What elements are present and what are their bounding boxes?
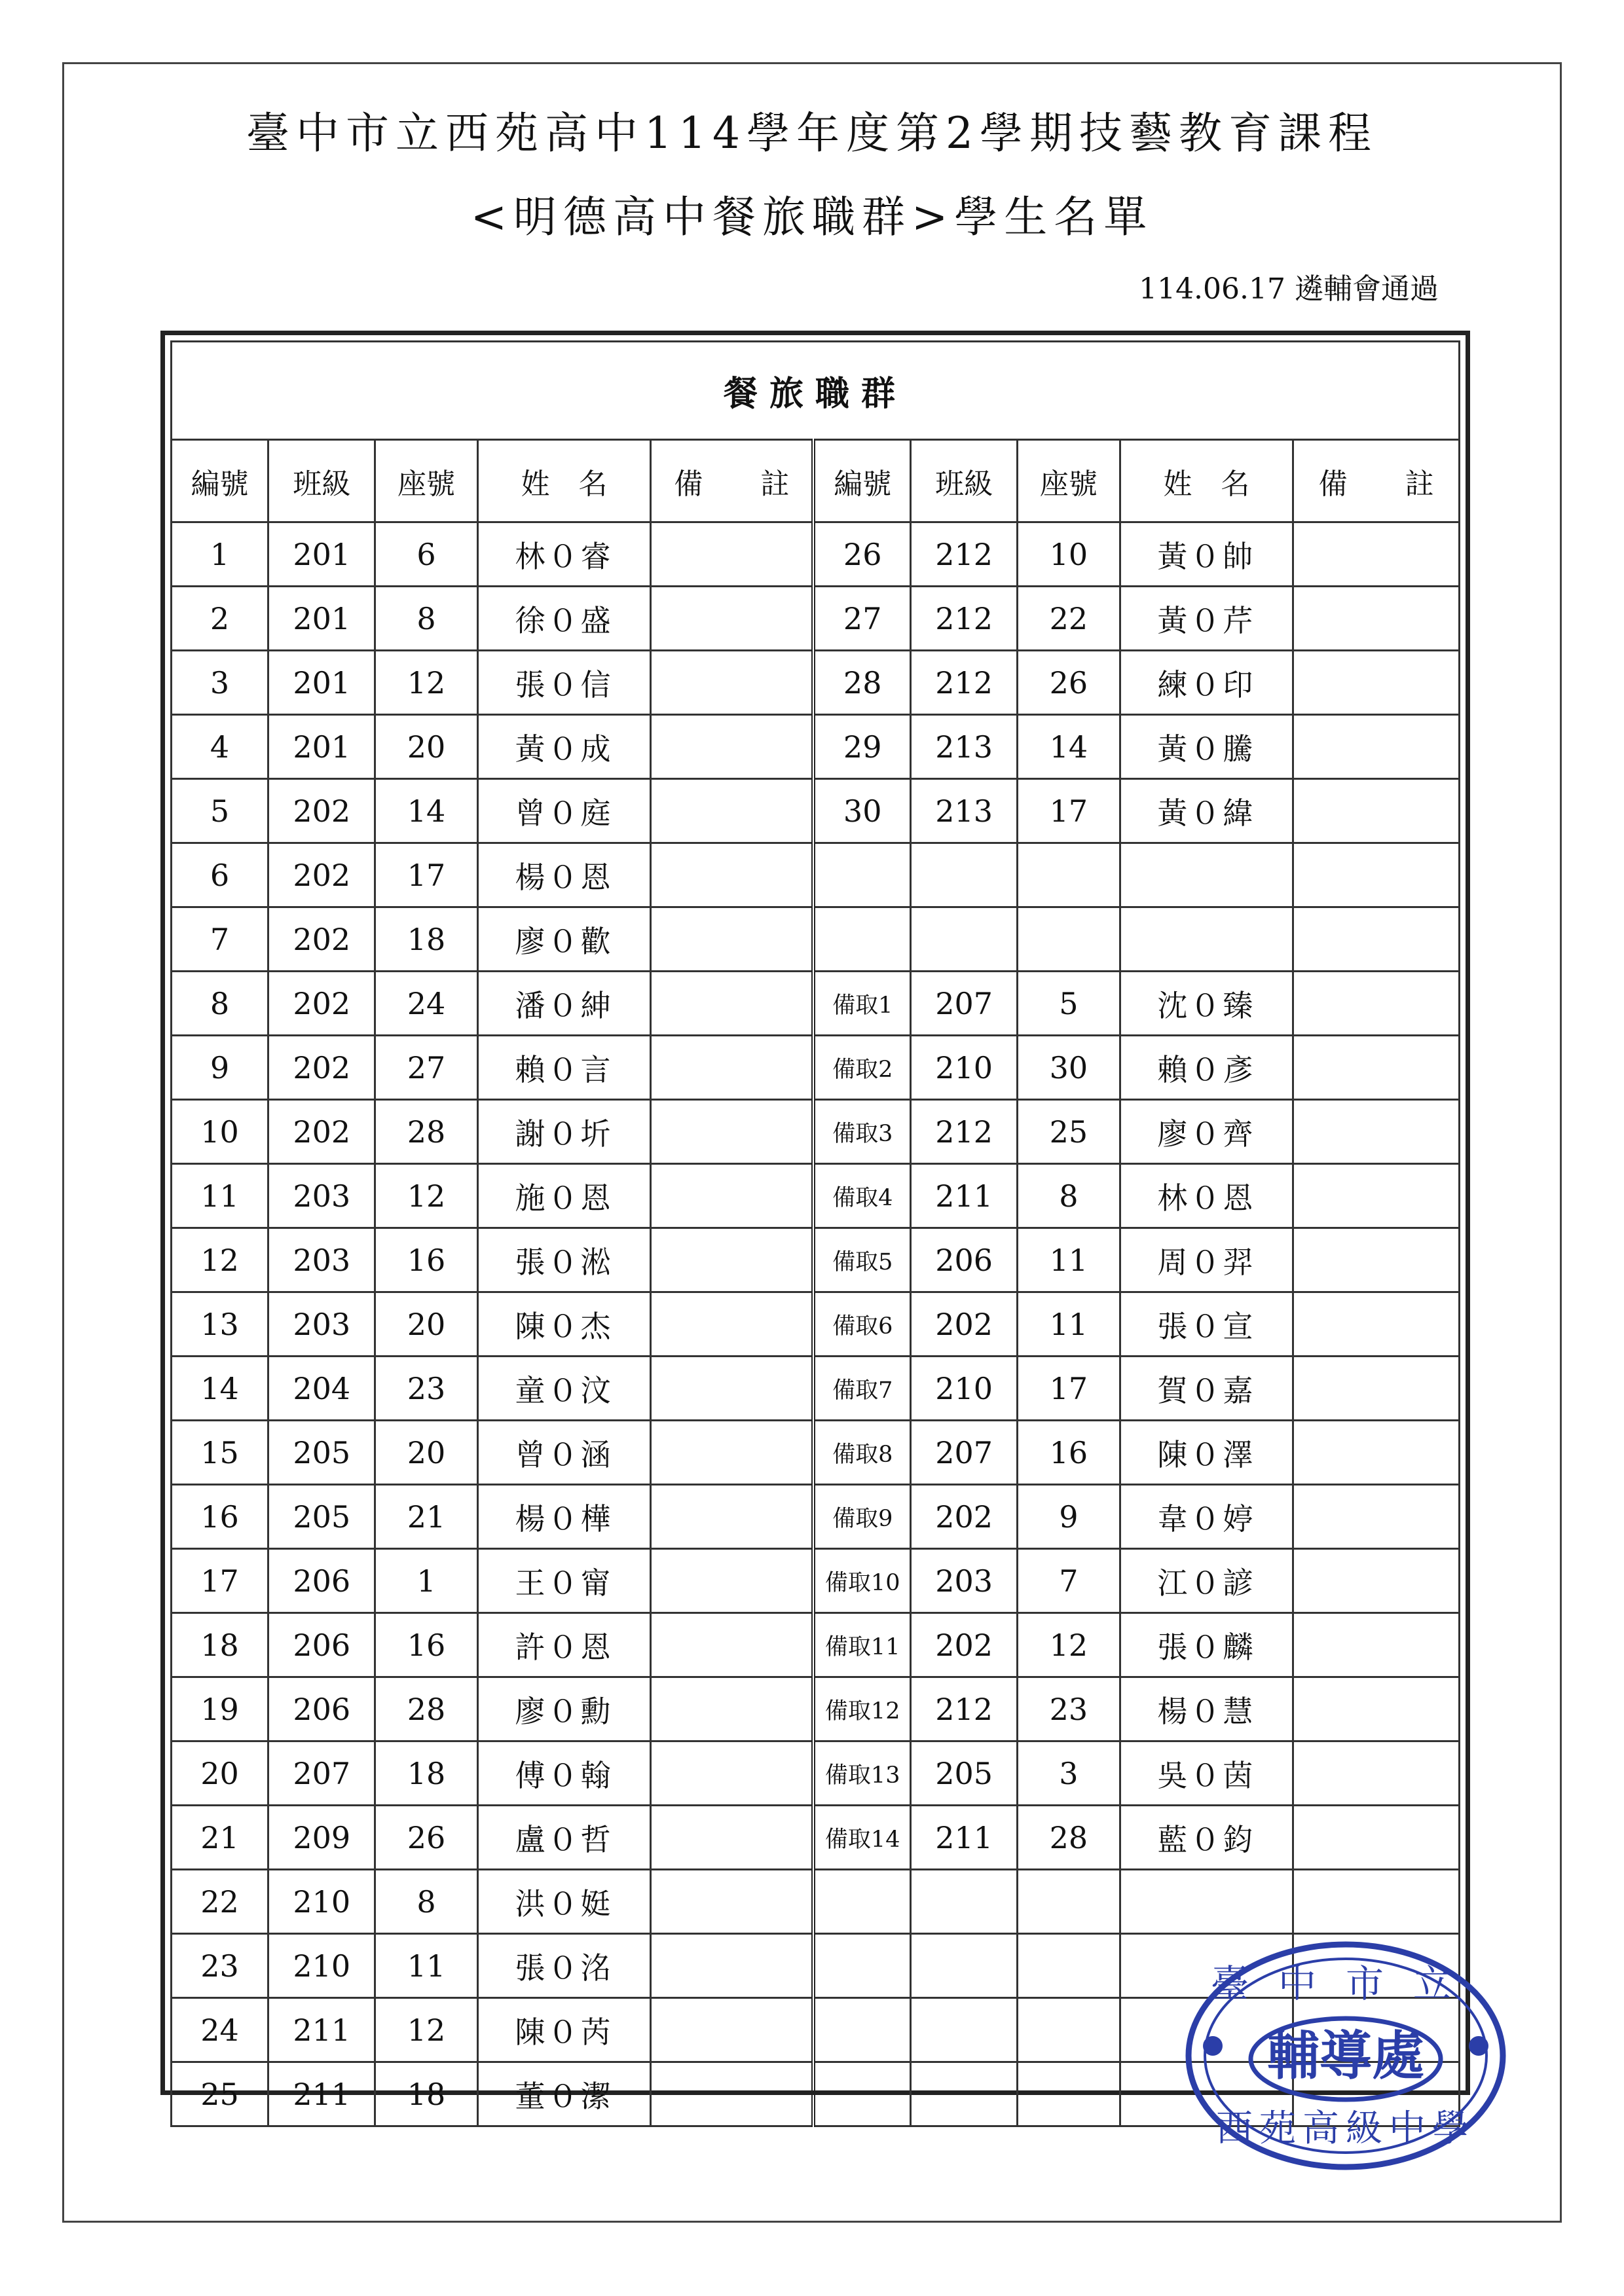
cell-seat [1018, 843, 1120, 907]
cell-note [1293, 1677, 1460, 1741]
cell-note [651, 972, 814, 1036]
cell-seat: 1 [375, 1549, 477, 1613]
cell-note [651, 651, 814, 715]
cell-seat: 17 [1018, 779, 1120, 843]
cell-class: 201 [268, 651, 375, 715]
cell-name: 楊０恩 [477, 843, 651, 907]
table-row [172, 587, 1460, 651]
cell-class [911, 2062, 1018, 2126]
cell-class: 201 [268, 522, 375, 587]
cell-class: 203 [911, 1549, 1018, 1613]
cell-class: 202 [911, 1613, 1018, 1677]
table-row [172, 715, 1460, 779]
cell-name: 黃０帥 [1120, 522, 1293, 587]
cell-seat [1018, 907, 1120, 972]
cell-number: 備取12 [813, 1677, 910, 1741]
cell-number: 24 [172, 1998, 268, 2062]
cell-number: 備取10 [813, 1549, 910, 1613]
school-seal-stamp [1179, 1931, 1513, 2180]
cell-number: 備取4 [813, 1164, 910, 1228]
cell-seat: 18 [375, 907, 477, 972]
col-header-name: 姓 名 [1120, 440, 1293, 522]
table-row [172, 1870, 1460, 1934]
cell-class: 207 [268, 1741, 375, 1806]
cell-number: 備取14 [813, 1806, 910, 1870]
cell-class: 210 [268, 1934, 375, 1998]
cell-class: 202 [268, 843, 375, 907]
cell-class: 206 [268, 1549, 375, 1613]
cell-note [1293, 587, 1460, 651]
group-title: 餐旅職群 [172, 342, 1460, 440]
col-header-name: 姓 名 [477, 440, 651, 522]
cell-seat [1018, 2062, 1120, 2126]
cell-number: 4 [172, 715, 268, 779]
cell-note [1293, 843, 1460, 907]
cell-seat: 23 [375, 1357, 477, 1421]
cell-note [1293, 1292, 1460, 1357]
cell-seat: 20 [375, 1421, 477, 1485]
cell-class: 212 [911, 1100, 1018, 1164]
cell-class: 207 [911, 972, 1018, 1036]
table-row [172, 1292, 1460, 1357]
table-row [172, 1100, 1460, 1164]
cell-number: 15 [172, 1421, 268, 1485]
cell-number: 23 [172, 1934, 268, 1998]
cell-class [911, 907, 1018, 972]
cell-note [651, 1613, 814, 1677]
cell-number: 備取9 [813, 1485, 910, 1549]
cell-class: 213 [911, 779, 1018, 843]
cell-name: 楊０樺 [477, 1485, 651, 1549]
cell-note [651, 1741, 814, 1806]
cell-class: 212 [911, 1677, 1018, 1741]
col-header-note: 備 註 [1293, 440, 1460, 522]
cell-class: 207 [911, 1421, 1018, 1485]
cell-seat: 12 [375, 651, 477, 715]
cell-note [1293, 1421, 1460, 1485]
cell-seat: 11 [375, 1934, 477, 1998]
cell-number [813, 843, 910, 907]
cell-class: 209 [268, 1806, 375, 1870]
cell-seat [1018, 1870, 1120, 1934]
cell-class: 211 [911, 1164, 1018, 1228]
table-row [172, 1485, 1460, 1549]
cell-note [1293, 1228, 1460, 1292]
cell-note [651, 907, 814, 972]
table-row [172, 1164, 1460, 1228]
cell-name: 賴０彥 [1120, 1036, 1293, 1100]
cell-seat: 20 [375, 1292, 477, 1357]
document-title: 臺中市立西苑高中114學年度第2學期技藝教育課程 [246, 108, 1378, 158]
cell-name: 盧０哲 [477, 1806, 651, 1870]
cell-number: 25 [172, 2062, 268, 2126]
cell-seat: 28 [375, 1677, 477, 1741]
cell-seat: 25 [1018, 1100, 1120, 1164]
cell-seat: 16 [375, 1228, 477, 1292]
cell-class: 202 [268, 1100, 375, 1164]
cell-note [651, 1998, 814, 2062]
cell-seat: 28 [1018, 1806, 1120, 1870]
cell-seat: 16 [1018, 1421, 1120, 1485]
table-row [172, 1036, 1460, 1100]
cell-seat: 30 [1018, 1036, 1120, 1100]
col-header-class: 班級 [268, 440, 375, 522]
cell-name: 江０諺 [1120, 1549, 1293, 1613]
table-row [172, 1613, 1460, 1677]
cell-class: 202 [911, 1292, 1018, 1357]
cell-number [813, 1998, 910, 2062]
cell-name: 童０汶 [477, 1357, 651, 1421]
table-row [172, 779, 1460, 843]
cell-note [651, 1421, 814, 1485]
student-list-table [170, 340, 1460, 2127]
cell-number: 13 [172, 1292, 268, 1357]
cell-note [651, 1100, 814, 1164]
cell-seat: 3 [1018, 1741, 1120, 1806]
cell-name: 董０潔 [477, 2062, 651, 2126]
cell-note [651, 1806, 814, 1870]
cell-class: 212 [911, 522, 1018, 587]
student-table-frame [160, 331, 1470, 2114]
cell-note [1293, 1806, 1460, 1870]
cell-class: 211 [268, 1998, 375, 2062]
cell-note [651, 1549, 814, 1613]
cell-number: 29 [813, 715, 910, 779]
cell-note [1293, 1741, 1460, 1806]
cell-seat: 11 [1018, 1292, 1120, 1357]
cell-note [651, 1677, 814, 1741]
cell-class: 212 [911, 587, 1018, 651]
cell-class: 206 [268, 1677, 375, 1741]
cell-number: 12 [172, 1228, 268, 1292]
cell-note [651, 1870, 814, 1934]
table-row [172, 651, 1460, 715]
cell-note [1293, 907, 1460, 972]
col-header-number: 編號 [172, 440, 268, 522]
cell-name: 周０羿 [1120, 1228, 1293, 1292]
cell-name: 張０宣 [1120, 1292, 1293, 1357]
cell-class: 213 [911, 715, 1018, 779]
table-row [172, 1677, 1460, 1741]
cell-note [1293, 1613, 1460, 1677]
cell-note [1293, 1100, 1460, 1164]
cell-name: 廖０歡 [477, 907, 651, 972]
cell-class: 205 [911, 1741, 1018, 1806]
col-header-class: 班級 [911, 440, 1018, 522]
cell-class [911, 1870, 1018, 1934]
cell-class: 211 [911, 1806, 1018, 1870]
cell-seat: 26 [1018, 651, 1120, 715]
cell-note [651, 2062, 814, 2126]
cell-name: 陳０杰 [477, 1292, 651, 1357]
cell-class [911, 843, 1018, 907]
cell-seat: 27 [375, 1036, 477, 1100]
cell-number: 14 [172, 1357, 268, 1421]
cell-name: 陳０澤 [1120, 1421, 1293, 1485]
cell-name [1120, 907, 1293, 972]
table-row [172, 1357, 1460, 1421]
cell-number: 備取1 [813, 972, 910, 1036]
cell-name [1120, 843, 1293, 907]
cell-number: 21 [172, 1806, 268, 1870]
cell-name: 黃０芹 [1120, 587, 1293, 651]
cell-seat: 28 [375, 1100, 477, 1164]
cell-seat: 5 [1018, 972, 1120, 1036]
cell-seat: 17 [375, 843, 477, 907]
cell-note [651, 522, 814, 587]
cell-name: 潘０紳 [477, 972, 651, 1036]
cell-note [651, 1934, 814, 1998]
cell-number: 備取8 [813, 1421, 910, 1485]
cell-seat: 18 [375, 1741, 477, 1806]
col-header-number: 編號 [813, 440, 910, 522]
cell-number: 27 [813, 587, 910, 651]
cell-name: 洪０娗 [477, 1870, 651, 1934]
cell-number: 16 [172, 1485, 268, 1549]
cell-note [1293, 1036, 1460, 1100]
seal-bottom-text: 西苑高級中學 [1216, 2107, 1475, 2150]
cell-name [1120, 1870, 1293, 1934]
table-row [172, 522, 1460, 587]
cell-number: 備取13 [813, 1741, 910, 1806]
col-header-note: 備 註 [651, 440, 814, 522]
table-row [172, 1228, 1460, 1292]
cell-seat: 14 [375, 779, 477, 843]
cell-class: 206 [268, 1613, 375, 1677]
cell-class: 203 [268, 1164, 375, 1228]
cell-note [651, 1228, 814, 1292]
cell-number: 6 [172, 843, 268, 907]
cell-class: 212 [911, 651, 1018, 715]
cell-number: 8 [172, 972, 268, 1036]
cell-number: 7 [172, 907, 268, 972]
cell-note [1293, 1357, 1460, 1421]
cell-number: 10 [172, 1100, 268, 1164]
cell-seat: 8 [375, 1870, 477, 1934]
cell-seat: 20 [375, 715, 477, 779]
cell-name: 施０恩 [477, 1164, 651, 1228]
cell-number: 11 [172, 1164, 268, 1228]
cell-number: 備取11 [813, 1613, 910, 1677]
cell-class [911, 1998, 1018, 2062]
cell-seat: 24 [375, 972, 477, 1036]
col-header-seat: 座號 [375, 440, 477, 522]
cell-name: 王０甯 [477, 1549, 651, 1613]
table-row [172, 972, 1460, 1036]
cell-seat [1018, 1998, 1120, 2062]
cell-name: 曾０涵 [477, 1421, 651, 1485]
cell-name: 林０睿 [477, 522, 651, 587]
cell-note [651, 843, 814, 907]
table-row [172, 1741, 1460, 1806]
cell-seat: 17 [1018, 1357, 1120, 1421]
cell-note [1293, 522, 1460, 587]
cell-name: 徐０盛 [477, 587, 651, 651]
cell-name: 曾０庭 [477, 779, 651, 843]
cell-number: 備取2 [813, 1036, 910, 1100]
cell-class: 202 [911, 1485, 1018, 1549]
cell-note [651, 1164, 814, 1228]
cell-note [1293, 715, 1460, 779]
cell-name: 張０洺 [477, 1934, 651, 1998]
cell-name: 林０恩 [1120, 1164, 1293, 1228]
cell-name: 黃０緯 [1120, 779, 1293, 843]
cell-number: 26 [813, 522, 910, 587]
cell-number: 1 [172, 522, 268, 587]
cell-number: 5 [172, 779, 268, 843]
approval-note: 114.06.17 遴輔會通過 [1139, 272, 1439, 306]
cell-name: 廖０齊 [1120, 1100, 1293, 1164]
cell-number: 備取3 [813, 1100, 910, 1164]
cell-number: 20 [172, 1741, 268, 1806]
cell-seat: 9 [1018, 1485, 1120, 1549]
cell-class [911, 1934, 1018, 1998]
cell-class: 201 [268, 587, 375, 651]
cell-number: 22 [172, 1870, 268, 1934]
cell-seat: 8 [375, 587, 477, 651]
cell-name: 黃０成 [477, 715, 651, 779]
cell-name: 傅０翰 [477, 1741, 651, 1806]
table-row [172, 907, 1460, 972]
cell-name: 沈０臻 [1120, 972, 1293, 1036]
cell-seat: 23 [1018, 1677, 1120, 1741]
cell-seat: 6 [375, 522, 477, 587]
cell-class: 201 [268, 715, 375, 779]
cell-name: 陳０芮 [477, 1998, 651, 2062]
cell-name: 謝０圻 [477, 1100, 651, 1164]
cell-seat: 22 [1018, 587, 1120, 651]
cell-number: 3 [172, 651, 268, 715]
cell-seat: 12 [375, 1164, 477, 1228]
cell-note [1293, 1164, 1460, 1228]
cell-number: 18 [172, 1613, 268, 1677]
cell-name: 楊０慧 [1120, 1677, 1293, 1741]
cell-note [651, 1292, 814, 1357]
cell-number: 備取5 [813, 1228, 910, 1292]
cell-name: 張０麟 [1120, 1613, 1293, 1677]
cell-seat: 18 [375, 2062, 477, 2126]
cell-note [651, 1036, 814, 1100]
cell-class: 204 [268, 1357, 375, 1421]
seal-top-text: 臺中市立 [1210, 1961, 1481, 2006]
column-header-row [172, 440, 1460, 522]
cell-class: 205 [268, 1485, 375, 1549]
cell-seat: 12 [375, 1998, 477, 2062]
seal-center-text: 輔導處 [1267, 2025, 1424, 2086]
cell-number: 備取6 [813, 1292, 910, 1357]
cell-number: 17 [172, 1549, 268, 1613]
col-header-seat: 座號 [1018, 440, 1120, 522]
cell-name: 黃０騰 [1120, 715, 1293, 779]
cell-number: 備取7 [813, 1357, 910, 1421]
cell-number: 2 [172, 587, 268, 651]
cell-note [651, 715, 814, 779]
table-row [172, 1806, 1460, 1870]
cell-name: 廖０勳 [477, 1677, 651, 1741]
cell-number: 9 [172, 1036, 268, 1100]
cell-class: 206 [911, 1228, 1018, 1292]
cell-seat: 8 [1018, 1164, 1120, 1228]
table-row [172, 1549, 1460, 1613]
cell-seat: 11 [1018, 1228, 1120, 1292]
cell-seat: 14 [1018, 715, 1120, 779]
cell-number [813, 907, 910, 972]
cell-name: 練０印 [1120, 651, 1293, 715]
cell-class: 210 [911, 1036, 1018, 1100]
cell-name: 賴０言 [477, 1036, 651, 1100]
cell-name: 張０淞 [477, 1228, 651, 1292]
cell-number [813, 1934, 910, 1998]
cell-name: 賀０嘉 [1120, 1357, 1293, 1421]
cell-number: 30 [813, 779, 910, 843]
cell-seat: 7 [1018, 1549, 1120, 1613]
cell-class: 211 [268, 2062, 375, 2126]
cell-name: 許０恩 [477, 1613, 651, 1677]
cell-note [651, 1357, 814, 1421]
cell-number: 28 [813, 651, 910, 715]
cell-class: 202 [268, 907, 375, 972]
cell-class: 202 [268, 972, 375, 1036]
cell-name: 韋０婷 [1120, 1485, 1293, 1549]
table-row [172, 1421, 1460, 1485]
cell-class: 210 [268, 1870, 375, 1934]
cell-seat: 12 [1018, 1613, 1120, 1677]
cell-class: 203 [268, 1292, 375, 1357]
cell-note [1293, 1549, 1460, 1613]
cell-name: 藍０鈞 [1120, 1806, 1293, 1870]
cell-note [1293, 779, 1460, 843]
cell-note [651, 587, 814, 651]
cell-class: 210 [911, 1357, 1018, 1421]
cell-seat [1018, 1934, 1120, 1998]
cell-number: 19 [172, 1677, 268, 1741]
cell-note [1293, 972, 1460, 1036]
cell-seat: 10 [1018, 522, 1120, 587]
cell-note [651, 779, 814, 843]
cell-number [813, 2062, 910, 2126]
cell-note [651, 1485, 814, 1549]
cell-seat: 21 [375, 1485, 477, 1549]
cell-name: 張０信 [477, 651, 651, 715]
cell-seat: 16 [375, 1613, 477, 1677]
cell-name: 吳０茵 [1120, 1741, 1293, 1806]
cell-number [813, 1870, 910, 1934]
cell-note [1293, 1485, 1460, 1549]
cell-class: 202 [268, 779, 375, 843]
cell-note [1293, 651, 1460, 715]
cell-class: 203 [268, 1228, 375, 1292]
document-subtitle: <明德高中餐旅職群>學生名單 [470, 192, 1154, 242]
cell-seat: 26 [375, 1806, 477, 1870]
table-row [172, 843, 1460, 907]
cell-class: 205 [268, 1421, 375, 1485]
cell-class: 202 [268, 1036, 375, 1100]
cell-note [1293, 1870, 1460, 1934]
